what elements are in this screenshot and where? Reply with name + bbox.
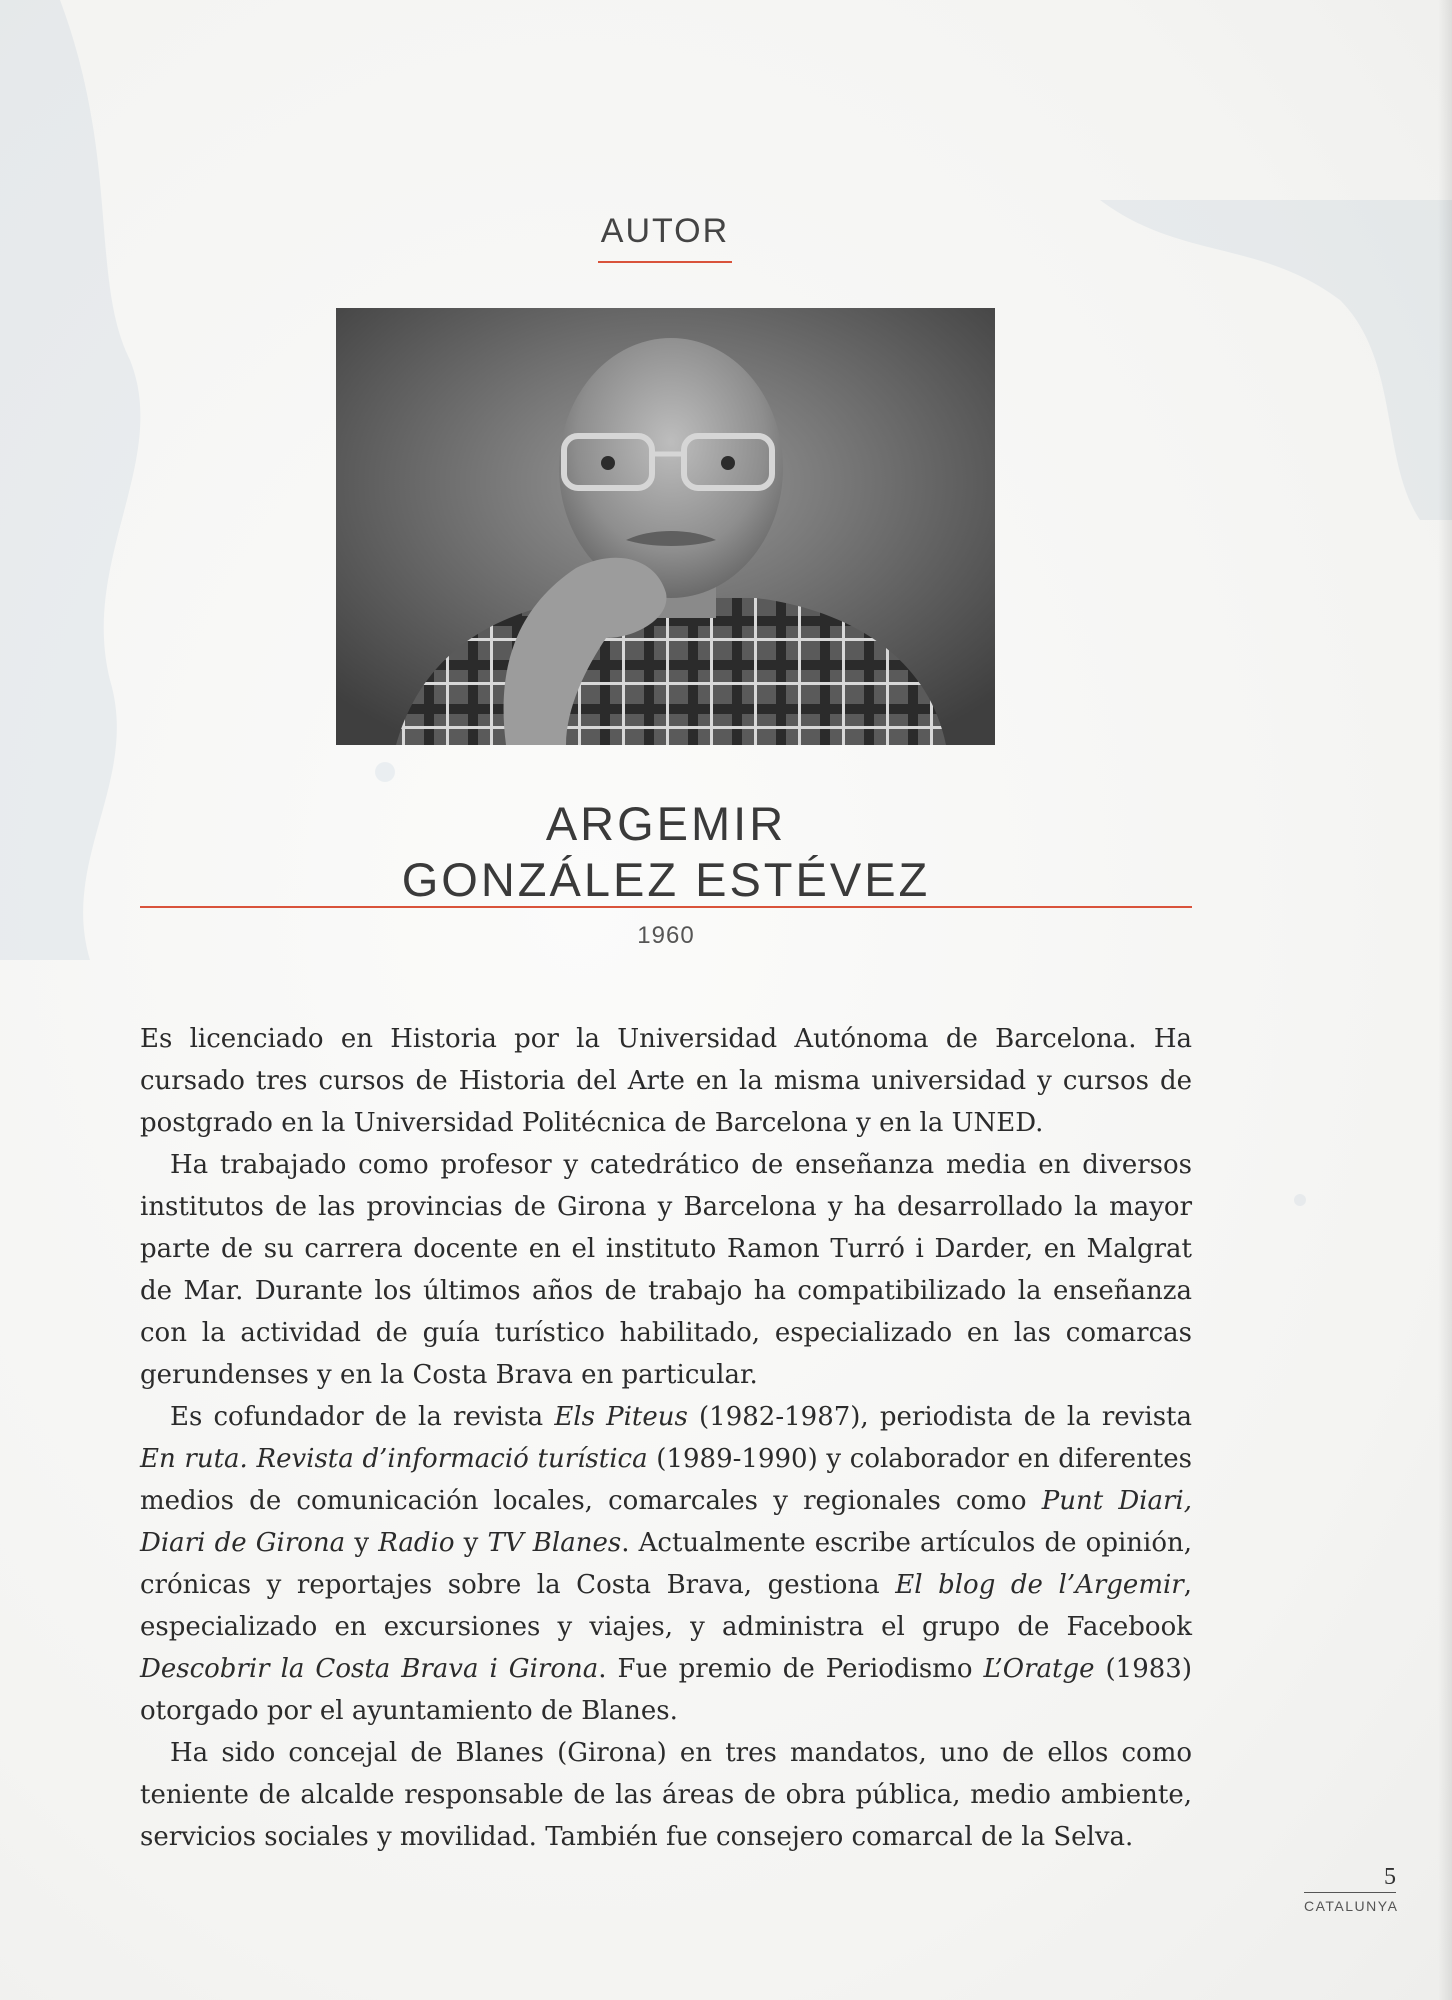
publication-title: En ruta. Revista d’informació turística xyxy=(140,1444,648,1474)
bio-text: . Actualmente escribe artículos de opinión, crónicas y reportajes sobre la Costa Brava, gestiona xyxy=(140,1528,1192,1600)
bio-text: Es cofundador de la revista xyxy=(170,1402,555,1432)
bio-text: (1989-1990) y colaborador en diferentes medios de comunicación locales, comarcales y regionales como xyxy=(140,1444,1192,1516)
publication-title: Radio xyxy=(378,1528,455,1558)
section-label-underline xyxy=(598,261,732,263)
publication-title: Descobrir la Costa Brava i Girona xyxy=(140,1654,599,1684)
bio-paragraph-4: Ha sido concejal de Blanes (Girona) en tres mandatos, uno de ellos como teniente de alcalde responsable de las áreas de obra pública, medio ambiente, servicios sociales y movilidad. También fue consejero comarcal de la Selva. xyxy=(140,1738,1192,1852)
portrait-illustration xyxy=(336,308,995,745)
publication-title: Els Piteus xyxy=(554,1402,688,1432)
page-edge-shadow xyxy=(1438,0,1452,2000)
bio-paragraph-2: Ha trabajado como profesor y catedrático de enseñanza media en diversos institutos de las provincias de Girona y Barcelona y ha desarrollado la mayor parte de su carrera docente en el instituto Ramon Turró i Darder, en Malgrat de Mar. Durante los últimos años de trabajo ha compatibilizado la enseñanza con la actividad de guía turístico habilitado, especializado en las comarcas gerundenses y en la Costa Brava en particular. xyxy=(140,1150,1192,1390)
bio-text: (1983) otorgado por el ayuntamiento de Blanes. xyxy=(140,1654,1192,1726)
author-biography xyxy=(140,1018,1192,1858)
section-label: AUTOR xyxy=(600,212,730,250)
bio-text: y xyxy=(345,1528,379,1558)
author-birth-year: 1960 xyxy=(637,922,695,949)
author-name-underline xyxy=(140,906,1192,908)
author-name-line2: GONZÁLEZ ESTÉVEZ xyxy=(401,853,931,906)
author-name xyxy=(140,796,1192,908)
bio-paragraph-3 xyxy=(140,1396,1192,1732)
author-portrait-photo xyxy=(336,308,995,745)
publication-title: El blog de l’Argemir xyxy=(895,1570,1184,1600)
author-name-line1: ARGEMIR xyxy=(545,797,787,850)
page-number: 5 xyxy=(1384,1864,1396,1890)
bio-text: , especializado en excursiones y viajes, y administra el grupo de Facebook xyxy=(140,1570,1192,1642)
publication-title: TV Blanes xyxy=(487,1528,622,1558)
bio-paragraph-1: Es licenciado en Historia por la Universidad Autónoma de Barcelona. Ha cursado tres cursos de Historia del Arte en la misma universidad y cursos de postgrado en la Universidad Politécnica de Barcelona y en la UNED. xyxy=(140,1024,1192,1138)
publication-title: Punt Diari, Diari de Girona xyxy=(140,1486,1192,1558)
bio-text: . Fue premio de Periodismo xyxy=(598,1654,984,1684)
footer-rule xyxy=(1304,1892,1396,1893)
bio-text: (1982-1987), periodista de la revista xyxy=(687,1402,1192,1432)
bio-text: y xyxy=(454,1528,488,1558)
running-footer-section: CATALUNYA xyxy=(1304,1898,1399,1914)
award-name: L’Oratge xyxy=(983,1654,1095,1684)
